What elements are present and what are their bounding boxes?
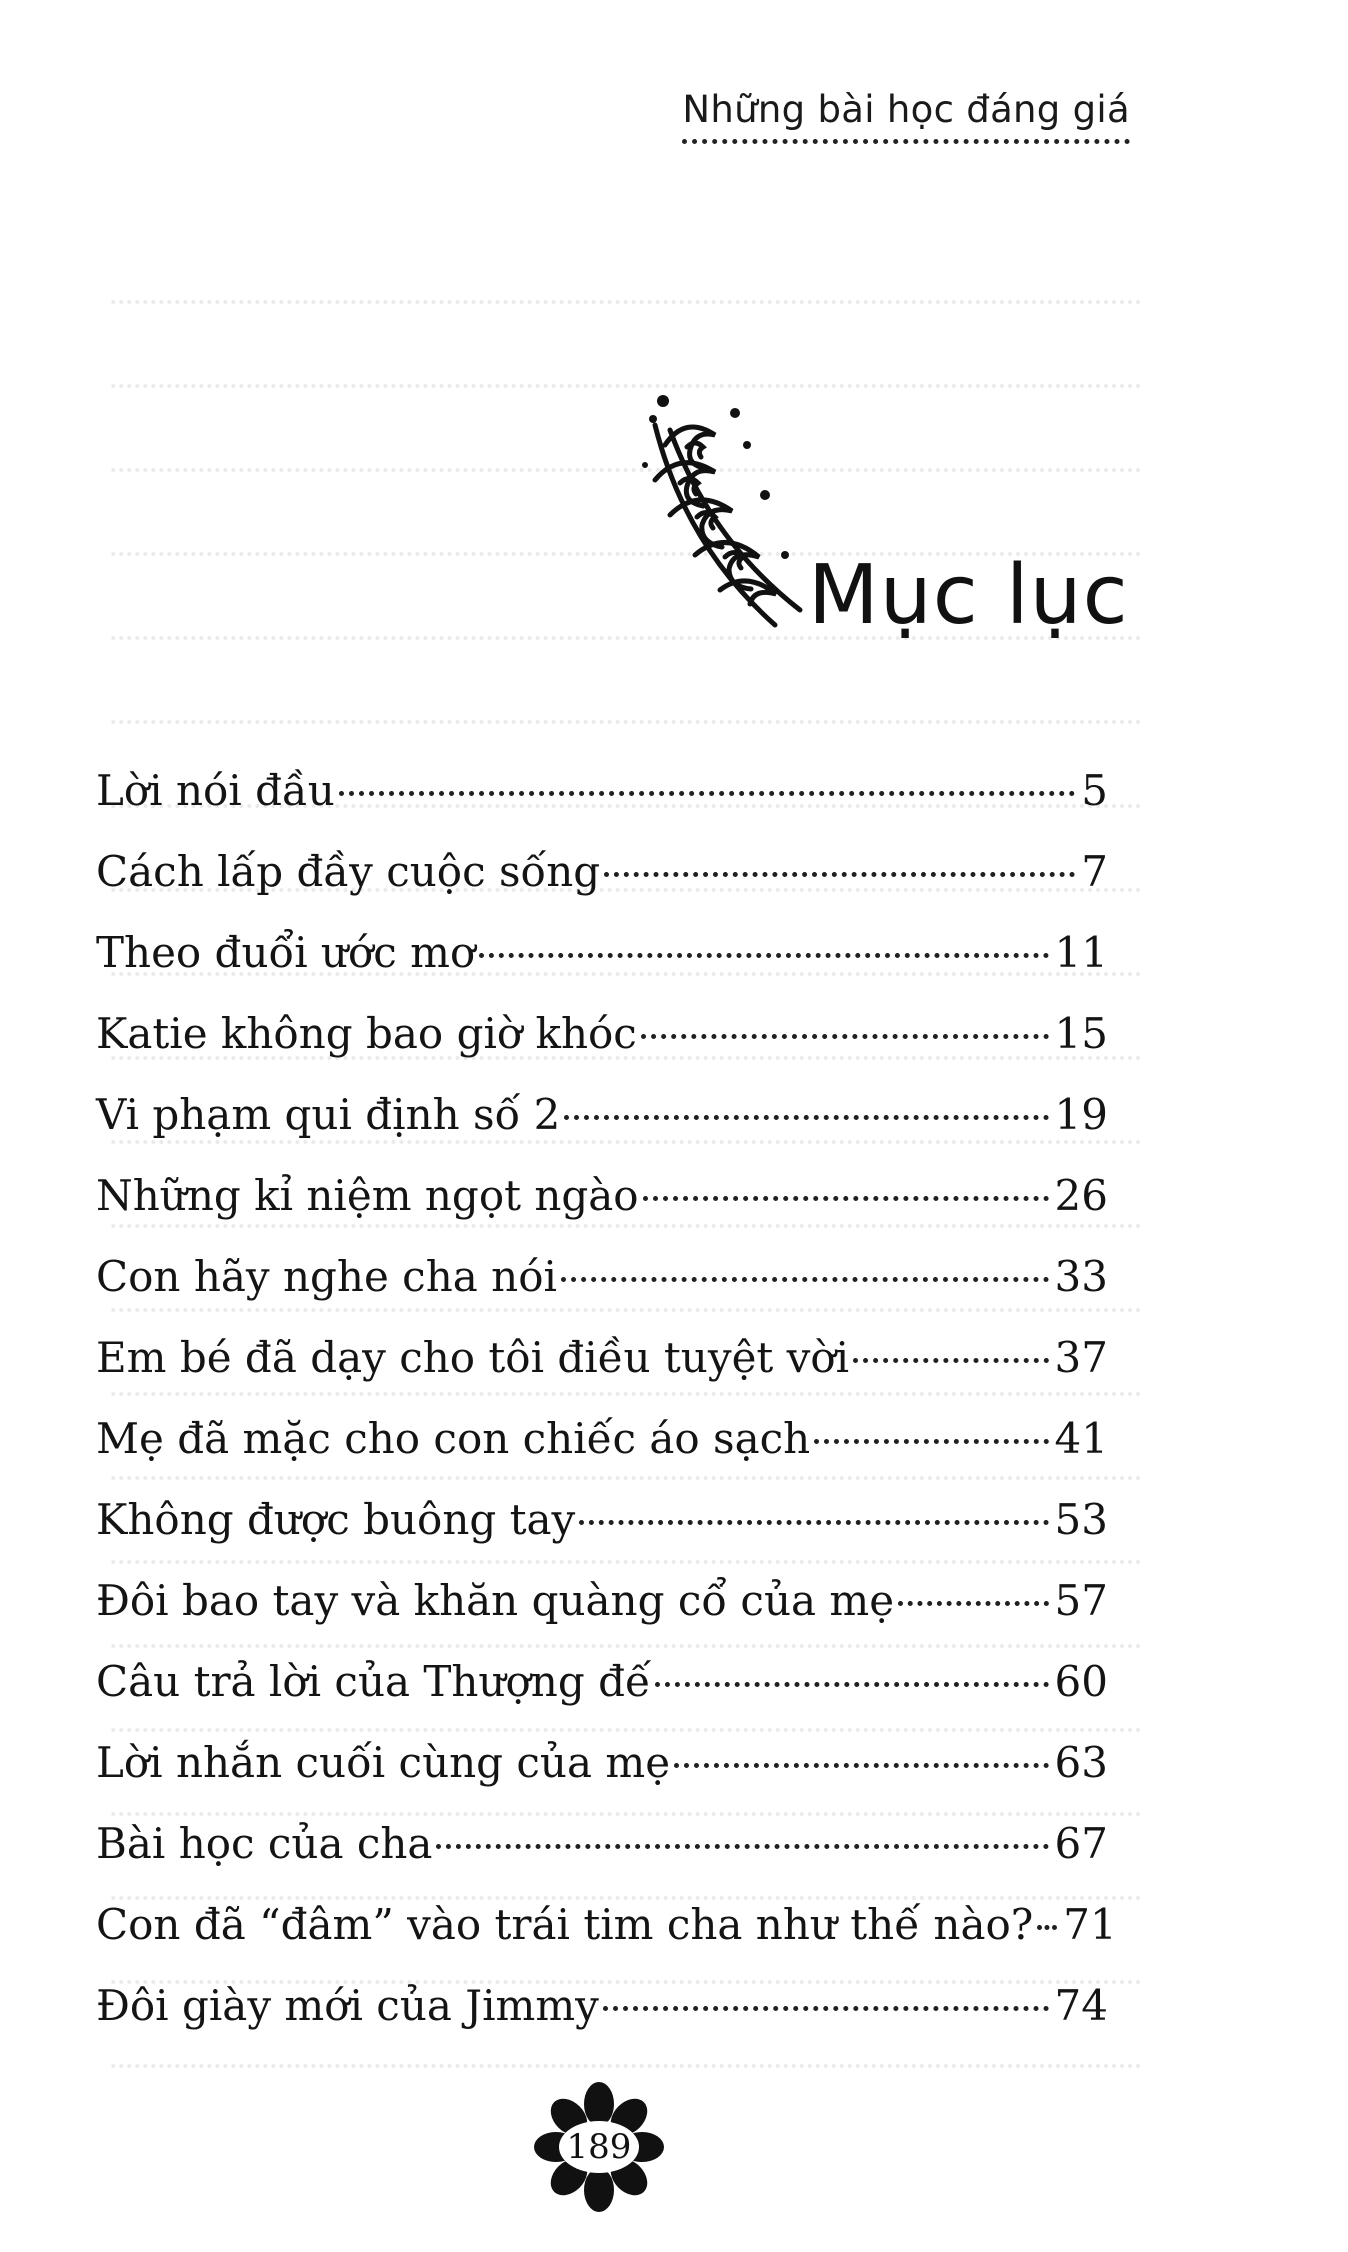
- dot-leader: [436, 1844, 1048, 1849]
- dot-leader: [814, 1439, 1048, 1444]
- toc-entry: [96, 1803, 1108, 1884]
- wave-ornament-icon: [625, 385, 815, 635]
- toc-entry: [96, 1074, 1108, 1155]
- toc-entry-page: 41: [1054, 1414, 1108, 1463]
- toc-entry: [96, 1965, 1108, 2046]
- toc-entry-page: 74: [1054, 1981, 1108, 2030]
- dot-leader: [564, 1115, 1048, 1120]
- dot-leader: [643, 1196, 1049, 1201]
- toc-entry-title: Không được buông tay: [96, 1495, 576, 1544]
- toc-entry: [96, 1155, 1108, 1236]
- dot-leader: [674, 1763, 1048, 1768]
- toc-entry-page: 7: [1081, 847, 1108, 896]
- toc-entry-title: Bài học của cha: [96, 1819, 433, 1868]
- toc-entry-page: 33: [1054, 1252, 1108, 1301]
- dot-leader: [641, 1034, 1049, 1039]
- toc-entry-title: Katie không bao giờ khóc: [96, 1009, 637, 1058]
- dot-leader: [479, 953, 1048, 958]
- toc-entry: [96, 1722, 1108, 1803]
- toc-entry-page: 60: [1054, 1657, 1108, 1706]
- toc-entry-title: Con hãy nghe cha nói: [96, 1252, 557, 1301]
- toc-entry: [96, 1236, 1108, 1317]
- toc-entry-page: 19: [1054, 1090, 1108, 1139]
- toc-entry-page: 11: [1054, 928, 1108, 977]
- toc-entry-page: 63: [1054, 1738, 1108, 1787]
- page-title: Mục lục: [808, 548, 1129, 643]
- dot-leader: [579, 1520, 1048, 1525]
- toc-entry: [96, 1884, 1117, 1965]
- dot-leader: [339, 791, 1076, 796]
- toc-entry-title: Theo đuổi ước mơ: [96, 928, 476, 977]
- toc-entry-title: Em bé đã dạy cho tôi điều tuyệt vời: [96, 1333, 850, 1382]
- toc-entry: [96, 993, 1108, 1074]
- table-of-contents: [96, 750, 1117, 2046]
- toc-entry-page: 37: [1054, 1333, 1108, 1382]
- toc-entry: [96, 1317, 1108, 1398]
- page-number-badge: [534, 2082, 664, 2212]
- toc-entry-title: Vi phạm qui định số 2: [96, 1090, 561, 1139]
- toc-entry: [96, 912, 1108, 993]
- page-number: 189: [566, 2127, 632, 2167]
- dot-leader: [898, 1601, 1048, 1606]
- toc-entry-title: Mẹ đã mặc cho con chiếc áo sạch: [96, 1414, 811, 1463]
- toc-entry-page: 5: [1081, 766, 1108, 815]
- toc-entry-title: Lời nói đầu: [96, 766, 335, 815]
- toc-entry: [96, 1641, 1108, 1722]
- dot-leader: [655, 1682, 1049, 1687]
- toc-entry-title: Câu trả lời của Thượng đế: [96, 1657, 651, 1706]
- toc-entry-title: Những kỉ niệm ngọt ngào: [96, 1171, 639, 1220]
- toc-entry: [96, 1398, 1108, 1479]
- toc-entry-page: 53: [1054, 1495, 1108, 1544]
- toc-entry-page: 15: [1054, 1009, 1108, 1058]
- toc-entry-page: 57: [1054, 1576, 1108, 1625]
- toc-entry-title: Lời nhắn cuối cùng của mẹ: [96, 1738, 671, 1787]
- toc-entry-page: 26: [1054, 1171, 1108, 1220]
- toc-entry: [96, 1479, 1108, 1560]
- toc-entry: [96, 831, 1108, 912]
- dot-leader: [561, 1277, 1049, 1282]
- toc-entry-title: Đôi bao tay và khăn quàng cổ của mẹ: [96, 1576, 895, 1625]
- toc-entry-page: 71: [1063, 1900, 1117, 1949]
- dot-leader: [604, 872, 1075, 877]
- dot-leader: [853, 1358, 1048, 1363]
- toc-entry: [96, 1560, 1108, 1641]
- dot-leader: [603, 2006, 1049, 2011]
- dot-leader: [1037, 1925, 1057, 1930]
- toc-entry-title: Con đã “đâm” vào trái tim cha như thế nào?: [96, 1900, 1034, 1949]
- toc-entry: [96, 750, 1108, 831]
- toc-entry-page: 67: [1054, 1819, 1108, 1868]
- toc-entry-title: Cách lấp đầy cuộc sống: [96, 847, 601, 896]
- toc-entry-title: Đôi giày mới của Jimmy: [96, 1981, 599, 2030]
- running-header: Những bài học đáng giá: [682, 88, 1130, 144]
